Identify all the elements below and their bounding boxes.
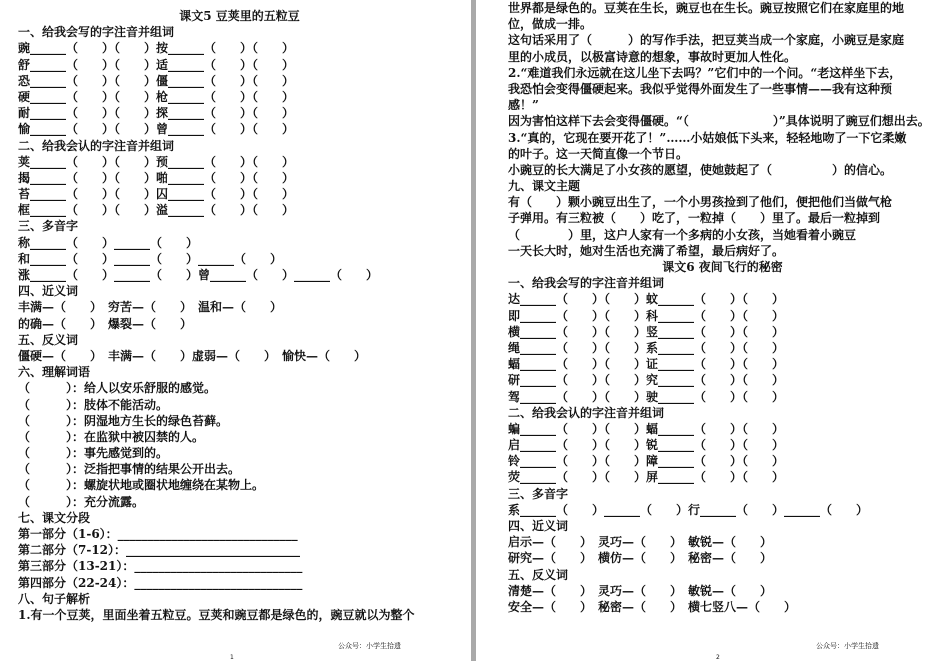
text-line: 位，做成一排。: [508, 17, 593, 32]
text-line: 即______（ ）（ ）科______（ ）（ ）: [508, 308, 785, 323]
section-heading: 九、课文主题: [508, 179, 581, 194]
section-heading: 五、反义词: [18, 332, 79, 347]
text-line: 一天长大时，她对生活也充满了希望，最后病好了。: [508, 243, 785, 258]
text-line: 因为害怕这样下去会变得僵硬。“（ ）”具体说明了豌豆们想出去。: [508, 114, 930, 129]
text-line: 的确—（ ） 爆裂—（ ）: [18, 316, 193, 331]
text-line: （ ）：在监狱中被囚禁的人。: [18, 429, 205, 444]
text-line: 有（ ）颗小豌豆出生了，一个小男孩捡到了他们，便把他们当做气枪: [508, 195, 893, 210]
text-line: 荚______（ ）（ ）预______（ ）（ ）: [18, 154, 295, 169]
text-line: 达______（ ）（ ）蚊______（ ）（ ）: [508, 292, 785, 307]
text-line: 称______（ ）______（ ）: [18, 235, 199, 250]
section-heading: 八、句子解析: [18, 591, 91, 606]
text-line: 恐______（ ）（ ）僵______（ ）（ ）: [18, 73, 295, 88]
section-heading: 五、反义词: [508, 567, 569, 582]
text-line: 第一部分（1-6）：______________________________: [18, 527, 298, 541]
text-line: 和______（ ）______（ ）______（ ）: [18, 251, 283, 266]
text-line: （ ）：阴湿地方生长的绿色苔藓。: [18, 413, 229, 428]
document-page-2: [476, 0, 945, 661]
text-line: 愉______（ ）（ ）曾______（ ）（ ）: [18, 122, 295, 137]
page-1-content: [18, 8, 461, 623]
text-line: 1.有一个豆荚，里面坐着五粒豆。豆荚和豌豆都是绿色的，豌豆就以为整个: [18, 607, 415, 622]
text-line: 丰满—（ ） 穷苦—（ ） 温和—（ ）: [18, 300, 283, 315]
page-1-lines: [18, 24, 461, 623]
text-line: 蝠______（ ）（ ）证______（ ）（ ）: [508, 357, 785, 372]
page-1-number: 1: [230, 654, 234, 661]
text-line: 世界都是绿色的。豆荚在生长，豌豆也在生长。豌豆按照它们在家庭里的地: [508, 1, 905, 15]
text-line: 我恐怕会变得僵硬起来。我似乎觉得外面发生了一些事情——我有这种预: [508, 81, 893, 96]
text-line: 涨______（ ）______（ ）曾______（ ）______（ ）: [18, 268, 379, 282]
text-line: 子弹用。有三粒被（ ）吃了，一粒掉（ ）里了。最后一粒掉到: [508, 211, 881, 226]
text-line: 揭______（ ）（ ）啪______（ ）（ ）: [18, 170, 295, 185]
page-1-footer: 公众号：小学生拾遗: [338, 642, 401, 650]
text-line: 框______（ ）（ ）溢______（ ）（ ）: [18, 203, 295, 218]
text-line: 启______（ ）（ ）锐______（ ）（ ）: [508, 438, 785, 453]
text-line: 研______（ ）（ ）究______（ ）（ ）: [508, 373, 785, 388]
text-line: 第二部分（7-12）：_____________________________: [18, 543, 301, 558]
text-line: 这句话采用了（ ）的写作手法，把豆荚当成一个家庭，小豌豆是家庭: [508, 33, 905, 48]
text-line: 2.“难道我们永远就在这儿坐下去吗？”它们中的一个问。“老这样坐下去，: [508, 65, 902, 80]
section-heading: 四、近义词: [508, 519, 569, 533]
text-line: 豌______（ ）（ ）按______（ ）（ ）: [18, 41, 295, 56]
section-heading: 四、近义词: [18, 284, 79, 299]
text-line: （ ）里，这户人家有一个多病的小女孩，当她看着小豌豆: [508, 227, 857, 242]
text-line: 耐______（ ）（ ）探______（ ）（ ）: [18, 106, 295, 121]
text-line: （ ）：泛指把事情的结果公开出去。: [18, 462, 241, 477]
page-2-number: 2: [716, 654, 720, 661]
page-2-content: [508, 0, 937, 615]
text-line: 第三部分（13-21）：____________________________: [18, 559, 303, 574]
text-line: （ ）：充分流露。: [18, 494, 145, 509]
page-2-lines: [508, 0, 937, 615]
section-heading: 七、课文分段: [18, 510, 91, 525]
text-line: （ ）：事先感觉到的。: [18, 446, 169, 461]
text-line: （ ）：给人以安乐舒服的感觉。: [18, 381, 217, 396]
text-line: 绳______（ ）（ ）系______（ ）（ ）: [508, 340, 785, 355]
text-line: 苔______（ ）（ ）囚______（ ）（ ）: [18, 187, 295, 202]
text-line: 第四部分（22-24）：____________________________: [18, 575, 303, 590]
section-heading: 六、理解词语: [18, 365, 91, 380]
text-line: 铃______（ ）（ ）障______（ ）（ ）: [508, 454, 785, 469]
text-line: 荧______（ ）（ ）屏______（ ）（ ）: [508, 470, 785, 485]
document-page-1: [0, 0, 471, 661]
section-heading: 三、多音字: [508, 486, 569, 501]
section-heading: 一、给我会写的字注音并组词: [18, 25, 175, 40]
text-line: 启示—（ ） 灵巧—（ ） 敏锐—（ ）: [508, 535, 773, 550]
page-2-footer: 公众号：小学生拾遗: [816, 642, 879, 650]
text-line: （ ）：肢体不能活动。: [18, 397, 169, 412]
lesson-title: 课文5 豆荚里的五粒豆: [179, 9, 300, 23]
section-heading: 二、给我会认的字注音并组词: [18, 138, 175, 153]
section-heading: 三、多音字: [18, 219, 79, 234]
section-heading: 二、给我会认的字注音并组词: [508, 405, 665, 420]
text-line: 僵硬—（ ） 丰满—（ ）虚弱—（ ） 愉快—（ ）: [18, 348, 367, 363]
text-line: 驾______（ ）（ ）驶______（ ）（ ）: [508, 389, 785, 404]
text-line: 感！”: [508, 98, 539, 113]
text-line: 系______（ ）______（ ）行______（ ）______（ ）: [508, 502, 869, 517]
lesson-title: 课文6 夜间飞行的秘密: [662, 260, 783, 274]
text-line: 硬______（ ）（ ）枪______（ ）（ ）: [18, 89, 295, 104]
text-line: 舒______（ ）（ ）适______（ ）（ ）: [18, 57, 295, 72]
text-line: 安全—（ ） 秘密—（ ） 横七竖八—（ ）: [508, 599, 797, 614]
text-line: 的叶子。这一天简直像一个节日。: [508, 146, 689, 161]
text-line: 清楚—（ ） 灵巧—（ ） 敏锐—（ ）: [508, 583, 773, 598]
text-line: （ ）：螺旋状地或圈状地缠绕在某物上。: [18, 478, 265, 493]
text-line: 蝙______（ ）（ ）蝠______（ ）（ ）: [508, 421, 785, 436]
section-heading: 一、给我会写的字注音并组词: [508, 276, 665, 291]
text-line: 3.“真的，它现在要开花了！”……小姑娘低下头来，轻轻地吻了一下它柔嫩: [508, 130, 907, 145]
text-line: 横______（ ）（ ）竖______（ ）（ ）: [508, 324, 785, 339]
text-line: 研究—（ ） 横仿—（ ） 秘密—（ ）: [508, 551, 773, 566]
text-line: 小豌豆的长大满足了小女孩的愿望，使她鼓起了（ ）的信心。: [508, 162, 893, 177]
text-line: 里的小成员，以极富诗意的想象，事故时更加人性化。: [508, 49, 797, 64]
